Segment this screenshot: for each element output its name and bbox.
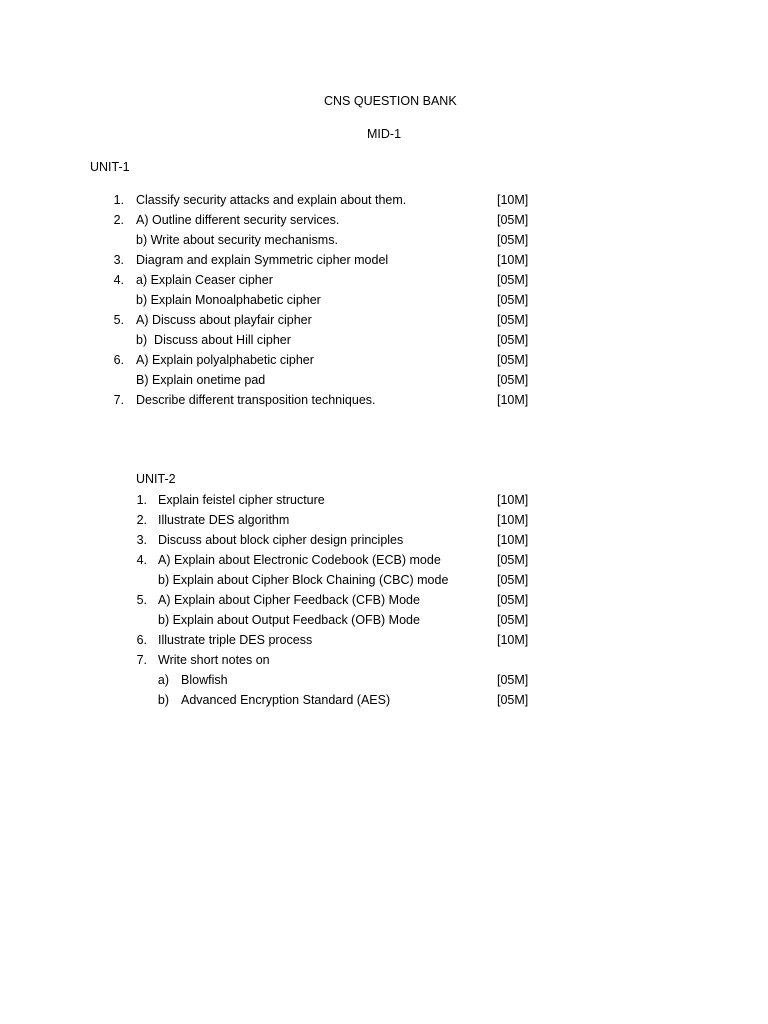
question-row bbox=[0, 670, 768, 690]
question-marks: [10M] bbox=[497, 533, 529, 547]
question-row bbox=[0, 250, 768, 270]
question-text: A) Explain about Cipher Feedback (CFB) Mode bbox=[158, 593, 420, 607]
question-text: b) Write about security mechanisms. bbox=[136, 233, 338, 247]
question-marks: [05M] bbox=[497, 353, 529, 367]
question-row bbox=[0, 650, 768, 670]
question-number: 6. bbox=[113, 353, 124, 367]
question-marks: [05M] bbox=[497, 373, 529, 387]
question-text: Blowfish bbox=[181, 673, 228, 687]
question-number: 5. bbox=[136, 593, 147, 607]
question-row bbox=[0, 270, 768, 290]
question-row bbox=[0, 550, 768, 570]
document-subtitle: MID-1 bbox=[367, 127, 402, 141]
question-row bbox=[0, 390, 768, 410]
question-text: Discuss about block cipher design principles bbox=[158, 533, 404, 547]
question-number: a) bbox=[157, 673, 169, 687]
question-text: Illustrate DES algorithm bbox=[158, 513, 290, 527]
question-marks: [10M] bbox=[497, 493, 529, 507]
question-row bbox=[0, 530, 768, 550]
question-marks: [05M] bbox=[497, 673, 529, 687]
question-number: 5. bbox=[113, 313, 124, 327]
question-text: B) Explain onetime pad bbox=[136, 373, 266, 387]
question-number: 2. bbox=[136, 513, 147, 527]
question-text: Advanced Encryption Standard (AES) bbox=[181, 693, 391, 707]
question-text: a) Explain Ceaser cipher bbox=[136, 273, 273, 287]
question-number: 3. bbox=[136, 533, 147, 547]
question-marks: [10M] bbox=[497, 193, 529, 207]
question-text: A) Discuss about playfair cipher bbox=[136, 313, 312, 327]
question-row bbox=[0, 630, 768, 650]
question-row bbox=[0, 210, 768, 230]
unit2-heading: UNIT-2 bbox=[136, 472, 176, 486]
question-marks: [10M] bbox=[497, 633, 529, 647]
question-number: 1. bbox=[113, 193, 124, 207]
question-text: A) Outline different security services. bbox=[136, 213, 340, 227]
question-text: Diagram and explain Symmetric cipher model bbox=[136, 253, 389, 267]
question-number: 4. bbox=[136, 553, 147, 567]
question-number: 1. bbox=[136, 493, 147, 507]
question-number: b) bbox=[157, 693, 169, 707]
question-row bbox=[0, 370, 768, 390]
question-row bbox=[0, 690, 768, 710]
question-marks: [05M] bbox=[497, 333, 529, 347]
question-row bbox=[0, 310, 768, 330]
unit1-heading: UNIT-1 bbox=[90, 160, 130, 174]
question-number: 7. bbox=[113, 393, 124, 407]
question-number: 7. bbox=[136, 653, 147, 667]
question-marks: [05M] bbox=[497, 273, 529, 287]
question-marks: [10M] bbox=[497, 513, 529, 527]
question-row bbox=[0, 490, 768, 510]
question-marks: [05M] bbox=[497, 693, 529, 707]
question-marks: [05M] bbox=[497, 553, 529, 567]
question-row bbox=[0, 610, 768, 630]
question-text: b) Explain about Output Feedback (OFB) Mode bbox=[158, 613, 420, 627]
question-marks: [05M] bbox=[497, 213, 529, 227]
question-text: Illustrate triple DES process bbox=[158, 633, 313, 647]
question-marks: [05M] bbox=[497, 233, 529, 247]
question-row bbox=[0, 190, 768, 210]
question-marks: [10M] bbox=[497, 393, 529, 407]
question-text: Classify security attacks and explain about them. bbox=[136, 193, 407, 207]
question-row bbox=[0, 510, 768, 530]
question-row bbox=[0, 570, 768, 590]
question-row bbox=[0, 290, 768, 310]
question-number: 3. bbox=[113, 253, 124, 267]
question-text: b) Explain Monoalphabetic cipher bbox=[136, 293, 321, 307]
question-row bbox=[0, 350, 768, 370]
question-text: Write short notes on bbox=[158, 653, 270, 667]
question-row bbox=[0, 590, 768, 610]
document-title: CNS QUESTION BANK bbox=[324, 94, 457, 108]
question-marks: [05M] bbox=[497, 313, 529, 327]
question-text: Describe different transposition techniques. bbox=[136, 393, 376, 407]
question-marks: [10M] bbox=[497, 253, 529, 267]
question-row bbox=[0, 330, 768, 350]
question-number: 4. bbox=[113, 273, 124, 287]
question-text: b) Explain about Cipher Block Chaining (CBC) mode bbox=[158, 573, 449, 587]
question-marks: [05M] bbox=[497, 293, 529, 307]
question-text: b) Discuss about Hill cipher bbox=[136, 333, 291, 347]
question-text: Explain feistel cipher structure bbox=[158, 493, 325, 507]
question-marks: [05M] bbox=[497, 613, 529, 627]
question-marks: [05M] bbox=[497, 593, 529, 607]
question-text: A) Explain polyalphabetic cipher bbox=[136, 353, 314, 367]
question-text: A) Explain about Electronic Codebook (ECB) mode bbox=[158, 553, 441, 567]
question-number: 2. bbox=[113, 213, 124, 227]
question-row bbox=[0, 230, 768, 250]
question-marks: [05M] bbox=[497, 573, 529, 587]
question-number: 6. bbox=[136, 633, 147, 647]
